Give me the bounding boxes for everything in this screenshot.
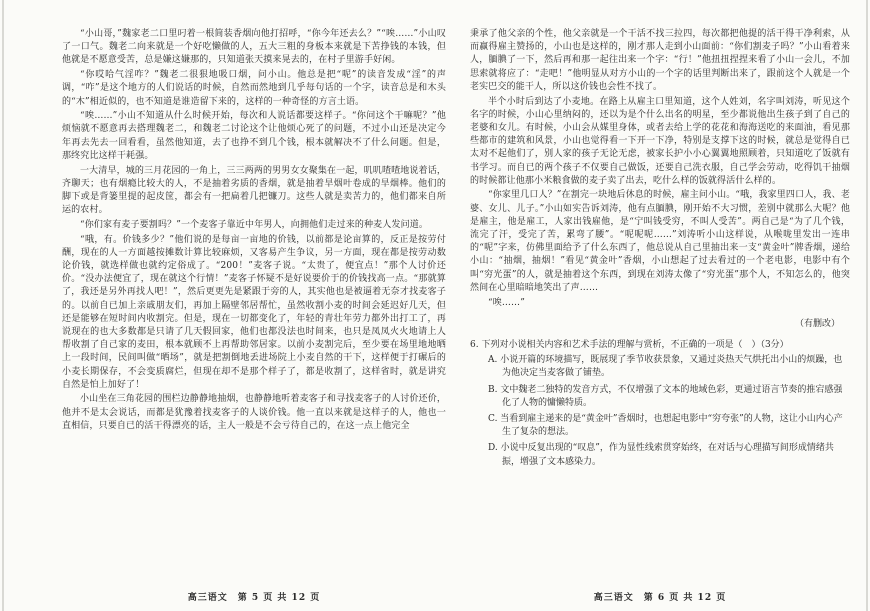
passage-paragraph: “小山哥，”魏家老二口里叼着一根简装香烟向他打招呼，“你今年还去么？”“唉……”小山叹了一口气。魏老二向来就是一个好吃懒做的人，五大三粗的身板本来就是下苦挣钱的本钱，但他就是不愿意受苦，总是嫌这嫌那的，只知道张天摸来晃去的，在村子里游手好闲。 xyxy=(62,29,446,66)
scan-edge-right xyxy=(866,0,868,611)
passage-paragraph: “你哎哈气淫咋？”魏老二很狠地吸口烟，问小山。他总是把“呢”的读音发成“淫”的声调，“咋”是这个地方的人们说话的时候，自然而然地到几乎每句话的一个字，读音总是和木头的“木”相近似的，也不知道是谁造留下来的，这样的一种奇怪的方言土语。 xyxy=(62,70,446,107)
passage-paragraph: “你们家有麦子要割吗？”一个麦客子靠近中年男人，向拥他们走过来的种麦人发问道。 xyxy=(80,219,429,230)
question-option-b: B. 文中魏老二独特的发音方式，不仅增强了文本的地域色彩，更通过语言节奏的推宕感强化了人物的慵懒特质。 xyxy=(488,384,843,408)
question-option-c: C. 当看到雇主递来的是“黄金叶”香烟时，也想起电影中“穷夸张”的人物，这让小山内心产生了复杂的想法。 xyxy=(488,413,843,438)
scan-edge-left xyxy=(2,0,4,611)
passage-paragraph: “哦，有。价钱多少？”他们说的是每亩一亩地的价钱，以前都是论亩算的，反正是按劳付酬，现在的人一方面越按摊数计算比较麻烦，又客易产生争议，另一方面，现在都是按劳动数论价钱，就选样做也就约定俗成了。“200！”麦客子说。“太贵了，便宜点！”那个人讨价还价。“没办法便宜了，现在就这个行情！”麦客子怀疑不是好说要价于的价钱找高一点。“那就算了，我还是另外再找人吧！”，然后更更先是紧跟于旁的人，其实他也是被逼着无奈才找麦客子的。以前自已加上亲戚朋友们，再加上隔壁邻居帮忙，虽然收割小麦的时间会延迟好几天，但还是能够在短时间内收割完。但是，现在一切都变化了，年轻的青壮年劳力都外出打工了，再说现在的也大多数都是只请了几天假回家，他们也都没法也时间来，也只是凤凤火火地请上人帮收割了自己家的麦田，根本就顾不上再帮助邻居家。以前小麦割完后，至少要在场里地地晒上一段时间，民间叫做“晒场”，就是把割倒地丢进场院上小麦自然的干下，这样便于打碾后的小麦长期保存，不会变质腐烂，但现在却不是那个样子了，都是收割了，这样省时，就是讲究自然是怕上加好了！ xyxy=(62,234,446,390)
question-stem: 6. 下列对小说相关内容和艺术手法的理解与赏析，不正确的一项是（ ）（3分） xyxy=(470,339,789,350)
source-note: （有删改） xyxy=(794,318,840,329)
question-option-d: D. 小说中反复出现的“叹息”，作为显性线索贯穿始终，在对话与心理描写间形成情绪共振，增强了文本感染力。 xyxy=(488,443,834,467)
passage-paragraph: “唉……”小山不知道从什么时候开始，每次和人说话都要这样子。“你问这个干嘛呢？”他烦恼就不愿意再去搭理魏老二，和魏老二讨论这个让他烦心死了的问题，不过小山还是决定今年再去先去一回看看，虽然他知道，去了也挣不到几个钱，根本就解决不了什么问题。但是，那终究比这样干耗强。 xyxy=(62,111,446,161)
passage-paragraph: “你家里几口人？”在割完一块地后休息的时候，雇主问小山。“哦，我家里四口人，我、老婆、女儿、儿子。”小山如实告诉刘涛，他有点腼腆，刚开始不大习惯，差别中就那么大呢？他是雇主，他是雇工，人家出钱雇他，是“宁叫钱受穷，不叫人受苦”。两自己是“为了几个钱，流完了汗，受完了苦，累弯了腰”。“呢呢呢……”刘涛听小山这样说，从喉咙里发出一连串的“呢”字来，仿佛里面给予了什么东西了，他总说从自己里抽出来一支“黄金叶”牌香烟，递给小山：“抽烟，抽烟！”看见“黄金叶”香烟，小山想起了过去看过的一个老电影，电影中有个叫“穷光蛋”的人，就是抽着这个东西，到现在刘涛太像了“穷光蛋”那个人，不知怎么的，他突然间在心里暗暗地笑出了声…… xyxy=(470,190,850,293)
passage-paragraph: “唉……” xyxy=(488,297,525,308)
passage-paragraph: 秉承了他父亲的个性，他父亲就是一个干活不找三拉四，每次都把他提的活干得干净利索，从而赢得雇主赞扬的，小山也是这样的，刚才那人走到小山面前：“你们割麦子吗？”小山看着来人，腼腆了一下，然后再和那一起往出来一个字：“行！”他扭扭捏捏来看了小山一会儿，不加思索就将应了：“走吧！”他明显从对方小山的一个字的话里判断出来了，跟前这个人就是一个老实巴交的能干人，所以这价钱也会性不找了。 xyxy=(470,29,850,92)
right-page xyxy=(470,28,850,593)
question-option-a: A. 小说开篇的环境描写，既展现了季节收获景象，又通过炎热天气烘托出小山的烦躁，也为他决定当麦客做了铺垫。 xyxy=(488,355,843,379)
page-footer-right: 高三语文 第 6 页 共 12 页 xyxy=(593,593,727,603)
passage-paragraph: 一大清早，城的三月花园的一角上，三三两两的男男女女聚集在一起，叽叽喳喳地说着话，齐聊天；也有烟瘾比较大的人，不是抽着劣质的香烟，就是抽着旱烟叶卷成的旱烟棒。他们的脚下或是背篓里提的起皮筐，都会有一把扁着几把镰刀。这些人就是卖苦力的，他们都来自所运的农村。 xyxy=(62,165,446,216)
left-page xyxy=(62,28,446,593)
passage-paragraph: 小山坐在三角花园的围栏边静静地抽烟，也静静地听着麦客子和寻找麦客子的人讨价还价，他并不是太会说话，而都是犹豫着找麦客子的人谈价钱。他一直以来就是这样子的人，他也一直相信，只要自已的活干得漂亮的话，主人一般是不会亏待自己的，在这一点上他完全 xyxy=(62,394,446,431)
passage-paragraph: 半个小时后到达了小麦地。在路上从雇主口里知道，这个人姓刘，名字叫刘涛，听见这个名字的时候，小山心里纳闷的，还以为是个什么出名的明星，至少都说他出生孩子到了自己的老婆和女儿。有时候，小山会从媒里身体，或者去给上学的花花和海海送吃的来面油，看见那些都市的建筑和风景，小山也觉得看一下开一下净，特别是支撑下这的时候，就总是觉得自已太对不起他们了，别人家的孩子无论无虑，被家长护小小心翼翼地照顾着，只知道吃了饭就有书学习。而自已的两个孩子不仅要自己做饭，还要自己洗衣服，自己学会劳动，吃得饥干抽烟的时候都让他那小米粮食做的麦子卖了出去，吃什么样的饭就得活什么样的。 xyxy=(470,96,850,186)
page-footer-left: 高三语文 第 5 页 共 12 页 xyxy=(187,593,321,603)
